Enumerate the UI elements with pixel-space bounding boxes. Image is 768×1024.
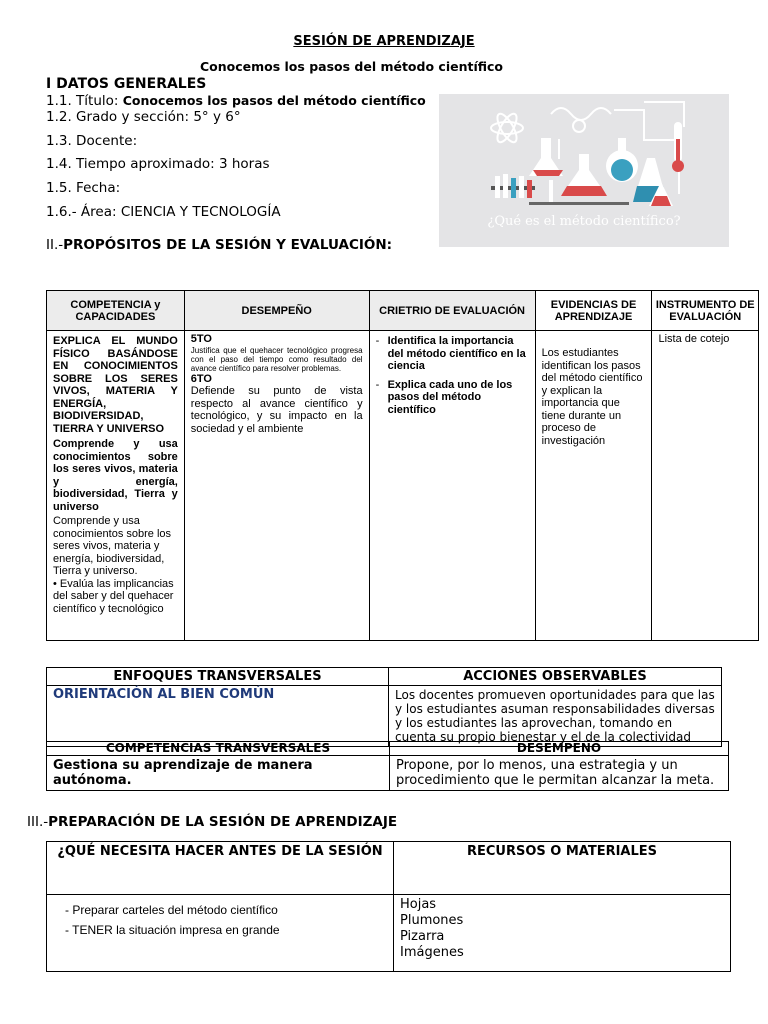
header-enfoques: ENFOQUES TRANSVERSALES bbox=[47, 668, 389, 686]
header-competencia: COMPETENCIA y CAPACIDADES bbox=[47, 291, 185, 331]
header-acciones: ACCIONES OBSERVABLES bbox=[389, 668, 722, 686]
competencias-transversales-table bbox=[46, 741, 729, 791]
field-grado: 1.2. Grado y sección: 5° y 6° bbox=[46, 109, 241, 125]
field-tiempo: 1.4. Tiempo aproximado: 3 horas bbox=[46, 156, 270, 172]
section-propositos bbox=[46, 237, 392, 253]
criterio-item: - Explica cada uno de los pasos del método científico bbox=[375, 378, 513, 416]
grade-5-text: Justifica que el quehacer tecnológico progresa con el paso del tiempo como resultado del avance científico para resolver problemas. bbox=[190, 345, 363, 373]
section-propositos-label: PROPÓSITOS DE LA SESIÓN Y EVALUACIÓN: bbox=[63, 237, 393, 253]
competencia-transversal-value: Gestiona su aprendizaje de manera autónoma. bbox=[47, 756, 390, 791]
cell-tasks bbox=[47, 895, 394, 972]
capacidad-bullet: • Evalúa las implicancias del saber y del quehacer científico y tecnológico bbox=[53, 577, 174, 615]
field-area: 1.6.- Área: CIENCIA Y TECNOLOGÍA bbox=[46, 204, 281, 220]
section-propositos-number: II.- bbox=[46, 237, 64, 253]
instrumento-text: Lista de cotejo bbox=[658, 333, 730, 345]
header-desempeno-transversal: DESEMPEÑO bbox=[390, 742, 729, 756]
grade-6-label: 6TO bbox=[190, 372, 212, 385]
capacidad-bold: Comprende y usa conocimientos sobre los seres vivos, materia y energía, biodiversidad, Tierra y universo bbox=[53, 438, 178, 513]
header-desempeno: DESEMPEÑO bbox=[184, 291, 369, 331]
cell-competencia bbox=[47, 331, 185, 641]
thermometer-icon bbox=[672, 122, 684, 172]
cell-materials bbox=[394, 895, 731, 972]
material-item: Pizarra bbox=[400, 929, 445, 944]
enfoques-table bbox=[46, 667, 722, 747]
cell-desempeno bbox=[184, 331, 369, 641]
header-que-necesita: ¿QUÉ NECESITA HACER ANTES DE LA SESIÓN bbox=[47, 842, 394, 895]
capacidad-text: Comprende y usa conocimientos sobre los seres vivos, materia y energía, biodiversidad, Tierra y universo. bbox=[53, 515, 172, 577]
header-recursos: RECURSOS O MATERIALES bbox=[394, 842, 731, 895]
propositos-table bbox=[46, 290, 759, 641]
document-subtitle: Conocemos los pasos del método científico bbox=[199, 59, 503, 74]
evidencia-text: Los estudiantes identifican los pasos del método científico y explican la importancia que tiene durante un proceso de investigación bbox=[541, 347, 643, 447]
grade-6-text: Defiende su punto de vista respecto al avance científico y tecnológico, y su impacto en la sociedad y el ambiente bbox=[190, 385, 363, 435]
document-title: SESIÓN DE APRENDIZAJE bbox=[293, 34, 475, 49]
desempeno-transversal-value: Propone, por lo menos, una estrategia y un procedimiento que le permitan alcanzar la meta. bbox=[390, 756, 729, 791]
criterio-item: - Identifica la importancia del método científico en la ciencia bbox=[375, 335, 526, 372]
field-titulo-value: Conocemos los pasos del método científico bbox=[122, 93, 426, 108]
scientific-method-image bbox=[439, 94, 729, 247]
material-item: Imágenes bbox=[400, 945, 464, 960]
preparacion-table bbox=[46, 841, 731, 972]
enfoque-value: ORIENTACIÓN AL BIEN COMÚN bbox=[47, 686, 389, 747]
section-preparacion-number: III.- bbox=[27, 814, 49, 830]
field-fecha: 1.5. Fecha: bbox=[46, 180, 121, 196]
section-preparacion bbox=[27, 814, 397, 830]
cell-instrumento bbox=[652, 331, 759, 641]
test-tubes-icon bbox=[491, 174, 629, 205]
grade-5-label: 5TO bbox=[190, 333, 212, 345]
section-preparacion-label: PREPARACIÓN DE LA SESIÓN DE APRENDIZAJE bbox=[48, 814, 398, 830]
header-competencias-transversales: COMPETENCIAS TRANSVERSALES bbox=[47, 742, 390, 756]
section-datos-generales: I DATOS GENERALES bbox=[46, 76, 207, 92]
header-criterio: CRIETRIO DE EVALUACIÓN bbox=[369, 291, 535, 331]
competencia-title: EXPLICA EL MUNDO FÍSICO BASÁNDOSE EN CONOCIMIENTOS SOBRE LOS SERES VIVOS, MATERIA Y ENERGÍA, BIODIVERSIDAD, TIERRA Y UNIVERSO bbox=[53, 335, 178, 435]
field-docente: 1.3. Docente: bbox=[46, 133, 138, 149]
material-item: Hojas bbox=[400, 897, 437, 912]
header-instrumento: INSTRUMENTO DE EVALUACIÓN bbox=[652, 291, 759, 331]
field-titulo bbox=[46, 93, 426, 109]
task-item: - TENER la situación impresa en grande bbox=[65, 923, 280, 937]
hero-caption: ¿Qué es el método científico? bbox=[487, 214, 681, 229]
accion-value: Los docentes promueven oportunidades para que las y los estudiantes asuman responsabilidades diversas y los estudiantes las aprovechan, tomando en cuenta su propio bienestar y el de la colectividad bbox=[389, 686, 722, 747]
cell-criterio bbox=[369, 331, 535, 641]
cell-evidencias bbox=[535, 331, 652, 641]
field-titulo-label: 1.1. Título: bbox=[46, 93, 123, 109]
material-item: Plumones bbox=[400, 913, 464, 928]
task-item: - Preparar carteles del método científico bbox=[65, 903, 278, 917]
header-evidencias: EVIDENCIAS DE APRENDIZAJE bbox=[535, 291, 652, 331]
